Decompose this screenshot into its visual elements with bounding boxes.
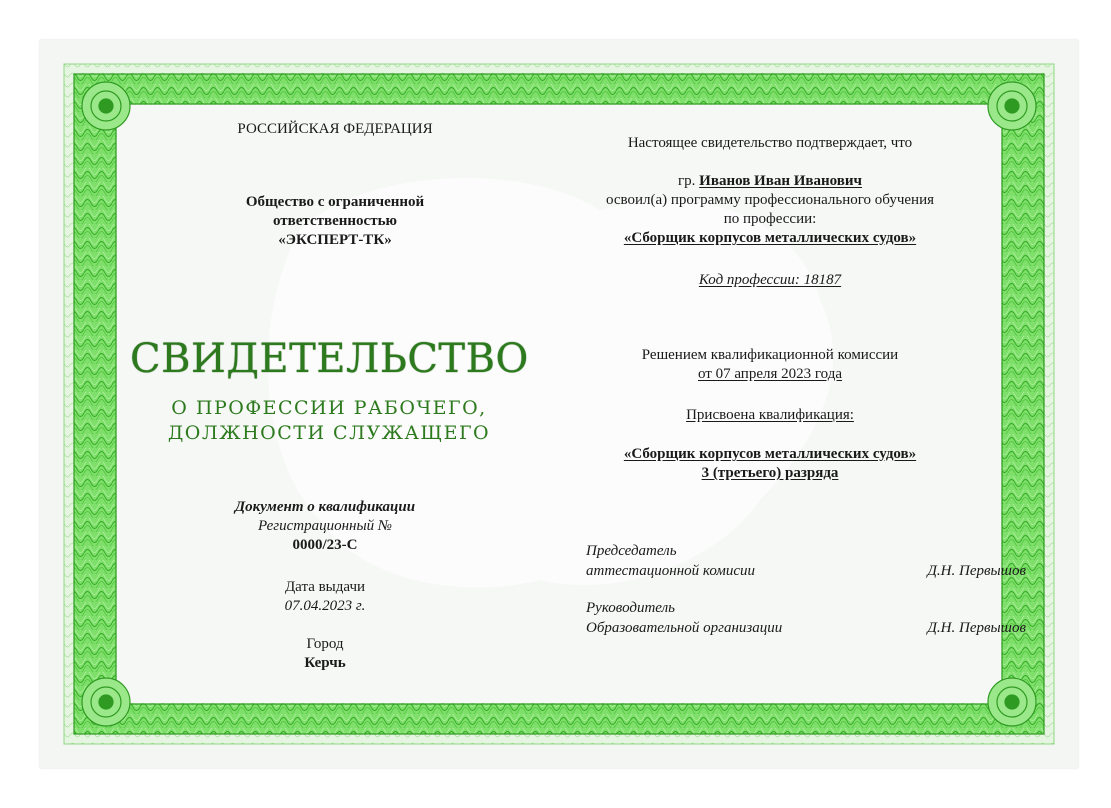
subtitle-line: О ПРОФЕССИИ РАБОЧЕГО, (171, 397, 487, 419)
qualification-block (560, 445, 980, 483)
profession-code: Код профессии: 18187 (698, 272, 842, 288)
certificate-title: СВИДЕТЕЛЬСТВО (130, 336, 529, 382)
holder-name: Иванов Иван Иванович (699, 173, 862, 189)
country-label: РОССИЙСКАЯ ФЕДЕРАЦИЯ (237, 121, 433, 137)
certificate-intro: Настоящее свидетельство подтверждает, что (627, 135, 913, 151)
profession-name: «Сборщик корпусов металлических судов» (623, 230, 917, 246)
issue-date-label: Дата выдачи (284, 579, 366, 595)
subtitle-line: ДОЛЖНОСТИ СЛУЖАЩЕГО (167, 422, 491, 444)
city-label: Город (306, 636, 344, 652)
document-info (170, 498, 480, 555)
head-signature (586, 598, 1026, 638)
registration-label: Регистрационный № (257, 518, 393, 534)
chair-signature (586, 541, 1026, 581)
head-title: Образовательной организации (586, 620, 783, 636)
by-profession-label: по профессии: (723, 211, 817, 227)
chair-name: Д.Н. Первышов (927, 563, 1026, 579)
qualification-name: «Сборщик корпусов металлических судов» (623, 446, 917, 462)
holder-block (560, 172, 980, 248)
registration-number: 0000/23-С (292, 537, 358, 553)
chair-title: аттестационной комисии (586, 563, 756, 579)
chair-title: Председатель (586, 543, 677, 559)
decision-date: от 07 апреля 2023 года (697, 366, 843, 382)
organization-line: Общество с ограниченной (245, 194, 425, 210)
organization-name (190, 193, 480, 250)
city-info (170, 635, 480, 673)
document-type: Документ о квалификации (234, 499, 416, 515)
issue-date: 07.04.2023 г. (284, 598, 366, 614)
organization-line: ответственностью (273, 213, 397, 229)
commission-decision (570, 346, 970, 384)
organization-line: «ЭКСПЕРТ-ТК» (278, 232, 392, 248)
certificate-subtitle (150, 396, 508, 446)
holder-prefix: гр. (678, 173, 696, 189)
decision-line: Решением квалификационной комиссии (641, 347, 899, 363)
qualification-assigned-label: Присвоена квалификация: (686, 407, 854, 423)
head-name: Д.Н. Первышов (927, 620, 1026, 636)
city-value: Керчь (304, 655, 346, 671)
issue-info (170, 578, 480, 616)
qualification-grade: 3 (третьего) разряда (701, 465, 839, 481)
head-title: Руководитель (586, 600, 675, 616)
holder-line (560, 172, 980, 191)
mastered-text: освоил(а) программу профессионального обучения (605, 192, 935, 208)
